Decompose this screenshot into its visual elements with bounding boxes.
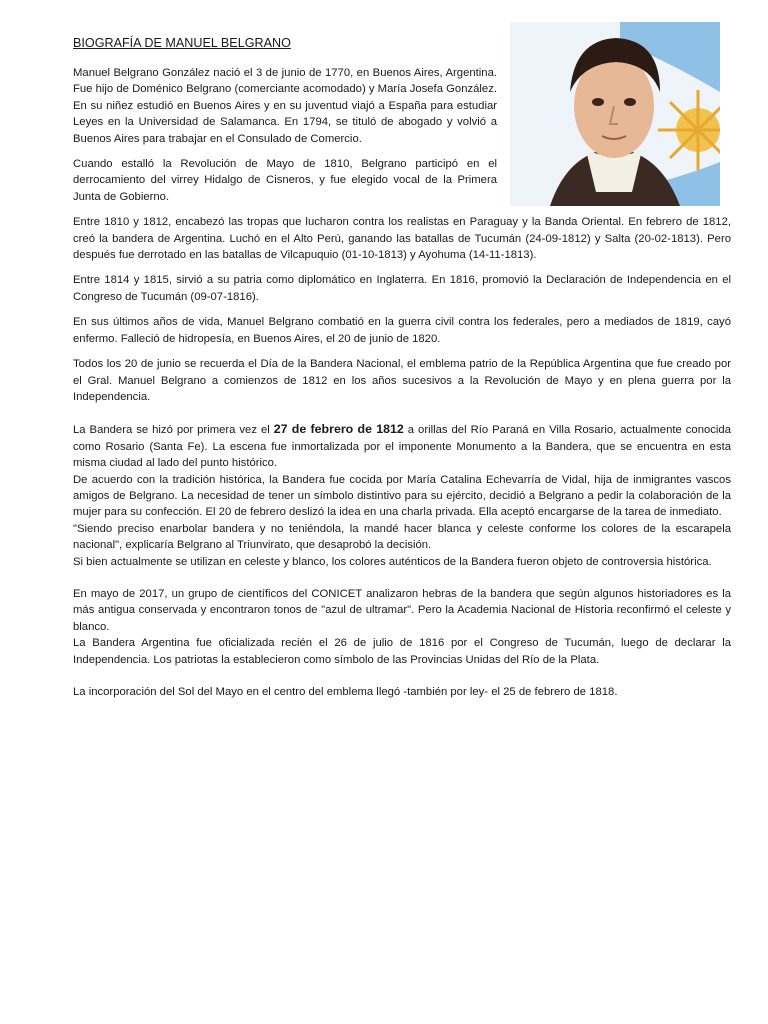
intro-section xyxy=(73,65,731,205)
paragraph-last-years: En sus últimos años de vida, Manuel Belgrano combatió en la guerra civil contra los federales, pero a mediados de 1819, cayó enfermo. Falleció de hidropesía, en Buenos Aires, el 20 de junio de 1820. xyxy=(73,316,731,345)
paragraph-colors: Si bien actualmente se utilizan en celeste y blanco, los colores auténticos de la Bandera fueron objeto de controversia histórica. xyxy=(73,555,712,568)
paragraph-battles: Entre 1810 y 1812, encabezó las tropas que lucharon contra los realistas en Paraguay y la Banda Oriental. En febrero de 1812, creó la bandera de Argentina. Luchó en el Alto Perú, ganando las batallas de Tucumán (24-09-1812) y Salta (20-02-1813). Pero después fue derrotado en las batallas de Vilcapuquio (01-10-1813) y Ayohuma (14-11-1813). xyxy=(73,216,731,262)
paragraph-flag-day: Todos los 20 de junio se recuerda el Día de la Bandera Nacional, el emblema patrio de la República Argentina que fue creado por el Gral. Manuel Belgrano a comienzos de 1812 en los años sucesivos a la Revolución de Mayo y en plena guerra por la Independencia. xyxy=(73,358,731,403)
paragraph-officialized: La Bandera Argentina fue oficializada recién el 26 de julio de 1816 por el Congreso de Tucumán, luego de declarar la Independencia. Los patriotas la establecieron como símbolo de las Provincias Unidas del Río de la Plata. xyxy=(73,637,731,666)
flag-date-highlight: 27 de febrero de 1812 xyxy=(273,422,404,437)
paragraph-conicet: En mayo de 2017, un grupo de científicos del CONICET analizaron hebras de la bandera que según algunos historiadores es la más antigua conservada y encontraron tonos de "azul de ultramar". Pero la Academia Nacional de Historia reconfirmó el celeste y blanco. xyxy=(73,587,731,633)
document-title: BIOGRAFÍA DE MANUEL BELGRANO xyxy=(73,36,291,50)
paragraph-birth: Manuel Belgrano González nació el 3 de junio de 1770, en Buenos Aires, Argentina. Fue hijo de Doménico Belgrano (comerciante acomodado) y María Josefa González. En su niñez estudió en Buenos Aires y en su juventud viajó a España para estudiar Leyes en la Universidad de Salamanca. En 1794, se tituló de abogado y volvió a Buenos Aires para trabajar en el Consulado de Comercio. xyxy=(73,67,497,145)
paragraph-first-flag: La Bandera se hizó por primera vez el 27 de febrero de 1812 a orillas del Río Paraná en Villa Rosario, actualmente conocida como Rosario (Santa Fe). La escena fue inmortalizada por el imponente Monumento a la Bandera, que se encuentra en esta misma ciudad al lado del punto histórico. xyxy=(73,422,731,470)
paragraph-revolution: Cuando estalló la Revolución de Mayo de 1810, Belgrano participó en el derrocamiento del virrey Hidalgo de Cisneros, y fue elegido vocal de la Primera Junta de Gobierno. xyxy=(73,158,497,203)
belgrano-portrait-image xyxy=(510,22,720,206)
document-page xyxy=(73,36,731,700)
paragraph-diplomacy: Entre 1814 y 1815, sirvió a su patria como diplomático en Inglaterra. En 1816, promovió la Declaración de Independencia en el Congreso de Tucumán (09-07-1816). xyxy=(73,274,731,303)
paragraph-quote: "Siendo preciso enarbolar bandera y no teniéndola, la mandé hacer blanca y celeste conforme los colores de la escarapela nacional", explicaría Belgrano al Triunvirato, que desaprobó la decisión. xyxy=(73,522,731,552)
paragraph-tradition: De acuerdo con la tradición histórica, la Bandera fue cocida por María Catalina Echevarría de Vidal, hija de inmigrantes vascos amigos de Belgrano. La necesidad de tener un símbolo distintivo para su ejército, decidió a Belgrano a pedir la colaboración de la mujer para su confección. El 20 de febrero deslizó la idea en una charla privada. Ella aceptó encargarse de la tarea de inmediato. xyxy=(73,473,731,519)
paragraph-sol-de-mayo: La incorporación del Sol del Mayo en el centro del emblema llegó -también por ley- el 25 de febrero de 1818. xyxy=(73,686,618,698)
